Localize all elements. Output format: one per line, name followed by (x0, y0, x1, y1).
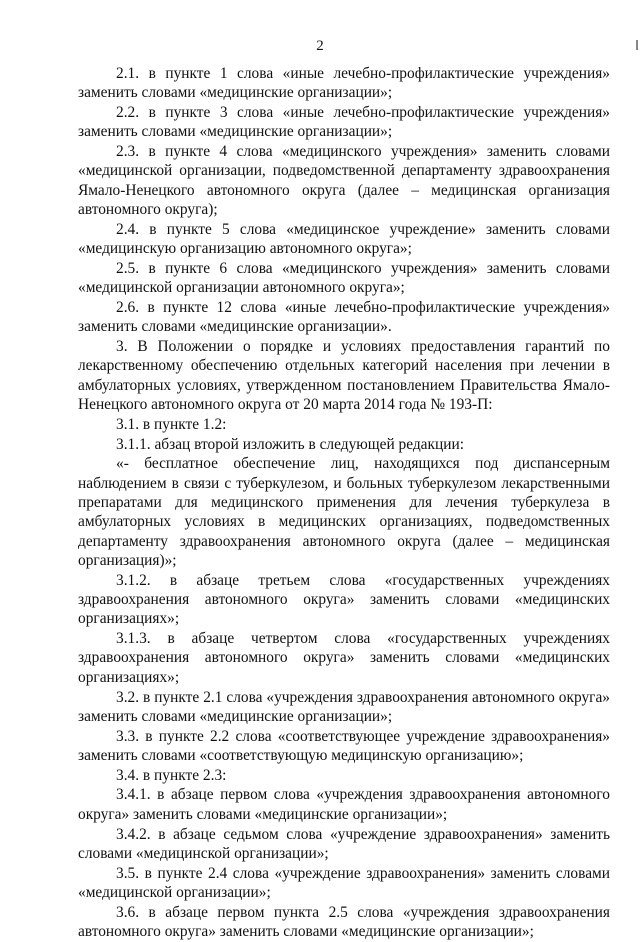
paragraph-2-3: 2.3. в пункте 4 слова «медицинского учреждения» заменить словами «медицинской организации, подведомственной департаменту здравоохранения Ямало-Ненецкого автономного округа (далее – медицинская организация автономного округа); (78, 143, 610, 219)
paragraph-3-4-1: 3.4.1. в абзаце первом слова «учреждения здравоохранения автономного округа» заменить словами «медицинские организации»; (78, 786, 610, 823)
paragraph-3-1-2: 3.1.2. в абзаце третьем слова «государственных учреждениях здравоохранения автономного округа» заменить словами «медицинских организациях»; (78, 571, 610, 628)
paragraph-2-2: 2.2. в пункте 3 слова «иные лечебно-профилактические учреждения» заменить словами «медицинские организации»; (78, 104, 610, 141)
paragraph-3-1-1: 3.1.1. абзац второй изложить в следующей редакции: (116, 435, 464, 453)
paragraph-3-6: 3.6. в абзаце первом пункта 2.5 слова «учреждения здравоохранения автономного округа» заменить словами «медицинские организации»; (78, 903, 610, 941)
document-body (78, 64, 610, 942)
paragraph-3-4: 3.4. в пункте 2.3: (116, 766, 227, 784)
paragraph-3-4-2: 3.4.2. в абзаце седьмом слова «учреждение здравоохранения» заменить словами «медицинской организации»; (78, 825, 610, 862)
paragraph-3-1: 3.1. в пункте 1.2: (116, 415, 227, 433)
paragraph-2-6: 2.6. в пункте 12 слова «иные лечебно-профилактические учреждения» заменить словами «медицинские организации». (78, 299, 610, 336)
paragraph-2-5: 2.5. в пункте 6 слова «медицинского учреждения» заменить словами «медицинской организации автономного округа»; (78, 259, 610, 297)
paragraph-3: 3. В Положении о порядке и условиях предоставления гарантий по лекарственному обеспечению отдельных категорий населения при лечении в амбулаторных условиях, утвержденном постановлением Правительства Ямало-Ненецкого автономного округа от 20 марта 2014 года № 193-П: (78, 338, 610, 414)
paragraph-3-1-3: 3.1.3. в абзаце четвертом слова «государственных учреждениях здравоохранения автономного округа» заменить словами «медицинских организациях»; (78, 630, 610, 686)
paragraph-2-1: 2.1. в пункте 1 слова «иные лечебно-профилактические учреждения» заменить словами «медицинские организации»; (78, 65, 610, 102)
paragraph-2-4: 2.4. в пункте 5 слова «медицинское учреждение» заменить словами «медицинскую организацию автономного округа»; (78, 220, 610, 258)
paragraph-3-5: 3.5. в пункте 2.4 слова «учреждение здравоохранения» заменить словами «медицинской организации»; (78, 864, 610, 901)
paragraph-3-2: 3.2. в пункте 2.1 слова «учреждения здравоохранения автономного округа» заменить словами «медицинские организации»; (78, 688, 610, 725)
page-number: 2 (316, 38, 324, 54)
scan-edge-mark (636, 40, 638, 50)
paragraph-3-1-1-quote: «- бесплатное обеспечение лиц, находящихся под диспансерным наблюдением в связи с туберкулезом, и больных туберкулезом лекарственными препаратами для медицинского применения для лечения туберкулеза в амбулаторных условиях в медицинских организациях, подведомственных департаменту здравоохранения автономного округа (далее – медицинская организация)»; (78, 455, 610, 569)
paragraph-3-3: 3.3. в пункте 2.2 слова «соответствующее учреждение здравоохранения» заменить словами «соответствующую медицинскую организацию»; (78, 727, 610, 764)
